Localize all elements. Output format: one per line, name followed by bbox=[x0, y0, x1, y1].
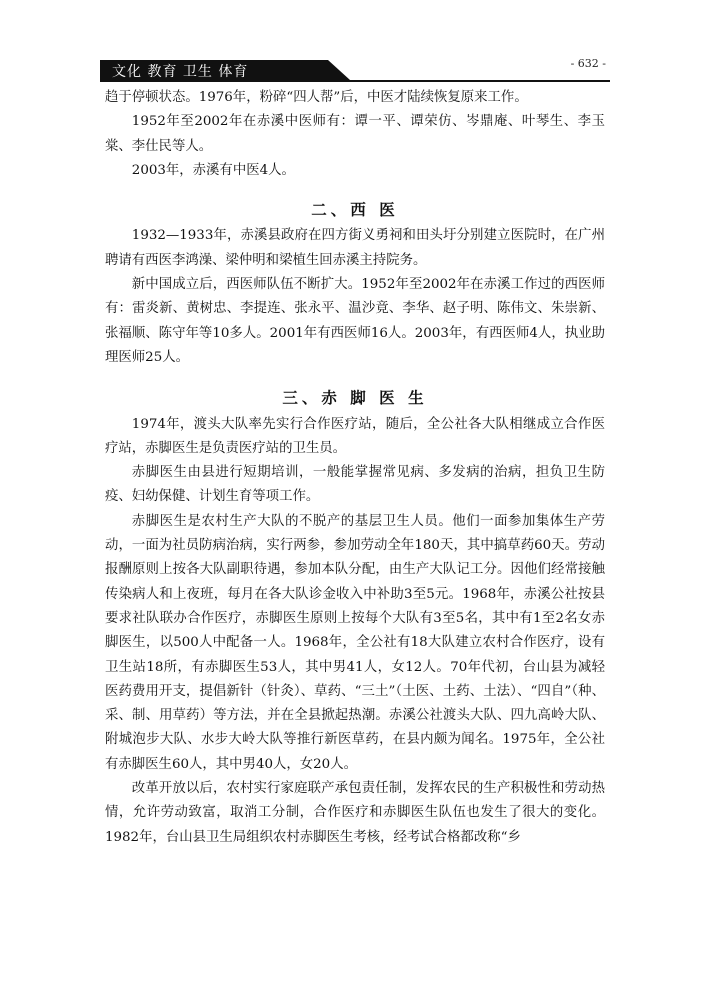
section-heading-western-medicine: 二、西 医 bbox=[311, 201, 399, 220]
paragraph: 改革开放以后，农村实行家庭联产承包责任制，发挥农民的生产积极性和劳动热情，允许劳动致富，取消工分制，合作医疗和赤脚医生队伍也发生了很大的变化。1982年，台山县卫生局组织农村赤脚医生考核，经考试合格都改称“乡 bbox=[105, 781, 605, 845]
paragraph: 2003年，赤溪有中医4人。 bbox=[131, 162, 295, 178]
header-rule bbox=[100, 80, 610, 82]
paragraph: 赤脚医生由县进行短期培训，一般能掌握常见病、多发病的治病，担负卫生防疫、妇幼保健、计划生育等项工作。 bbox=[105, 465, 605, 505]
section-tab-label: 文化 教育 卫生 体育 bbox=[112, 64, 249, 80]
page-body bbox=[105, 86, 605, 850]
paragraph: 趋于停顿状态。1976年，粉碎“四人帮”后，中医才陆续恢复原来工作。 bbox=[105, 90, 528, 105]
section-heading-barefoot-doctors: 三、赤 脚 医 生 bbox=[282, 389, 428, 408]
paragraph: 赤脚医生是农村生产大队的不脱产的基层卫生人员。他们一面参加集体生产劳动，一面为社员防病治病，实行两参，参加劳动全年180天，其中搞草药60天。劳动报酬原则上按各大队副职待遇，参加本队分配，由生产大队记工分。因他们经常接触传染病人和上夜班，每月在各大队诊金收入中补助3至5元。1968年，赤溪公社按县要求社队联办合作医疗，赤脚医生原则上按每个大队有3至5名，其中有1至2名女赤脚医生，以500人中配备一人。1968年，全公社有18大队建立农村合作医疗，设有卫生站18所，有赤脚医生53人，其中男41人，女12人。70年代初，台山县为减轻医药费用开支，提倡新针（针灸）、草药、“三土”（土医、土药、土法）、“四自”（种、采、制、用草药）等方法，并在全县掀起热潮。赤溪公社渡头大队、四九高岭大队、附城泡步大队、水步大岭大队等推行新医草药，在县内颇为闻名。1975年，全公社有赤脚医生60人，其中男40人，女20人。 bbox=[105, 513, 605, 772]
paragraph: 新中国成立后，西医师队伍不断扩大。1952年至2002年在赤溪工作过的西医师有：雷炎新、黄树忠、李提连、张永平、温沙竟、李华、赵子明、陈伟文、朱崇新、张福顺、陈守年等10多人。2001年有西医师16人。2003年，有西医师4人，执业助理医师25人。 bbox=[105, 277, 605, 365]
page-header bbox=[100, 57, 610, 82]
paragraph: 1952年至2002年在赤溪中医师有：谭一平、谭荣仿、岑鼎庵、叶琴生、李玉棠、李仕民等人。 bbox=[105, 114, 605, 154]
paragraph: 1932—1933年，赤溪县政府在四方街义勇祠和田头圩分别建立医院时，在广州聘请有西医李鸿澡、梁仲明和梁植生回赤溪主持院务。 bbox=[105, 228, 605, 268]
page-number: - 632 - bbox=[570, 57, 606, 70]
paragraph: 1974年，渡头大队率先实行合作医疗站，随后，全公社各大队相继成立合作医疗站，赤脚医生是负责医疗站的卫生员。 bbox=[105, 416, 605, 456]
